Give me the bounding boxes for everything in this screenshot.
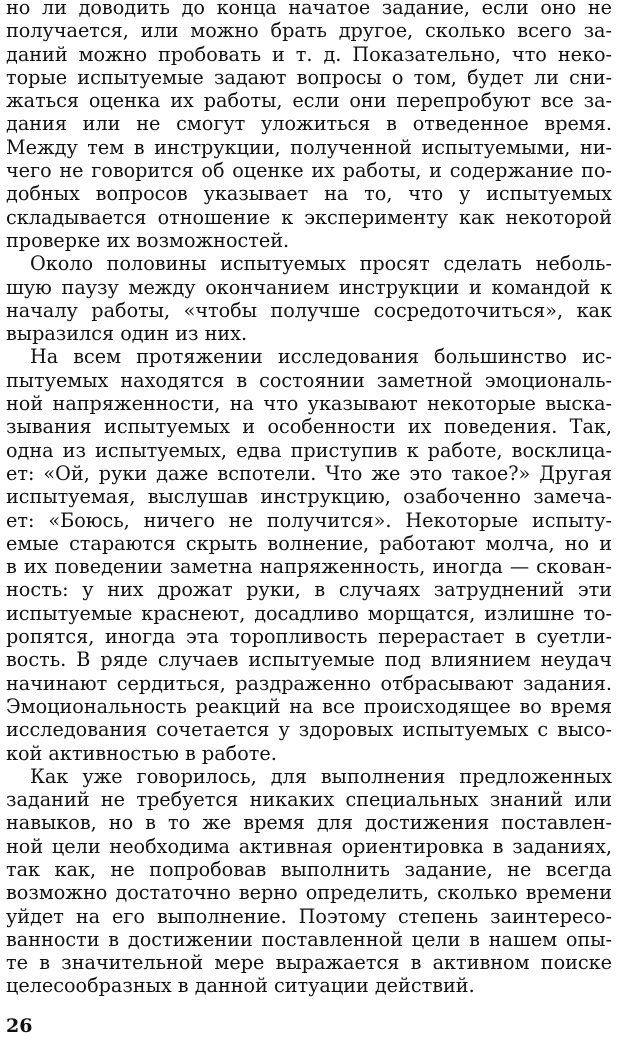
text-line: в их поведении заметна напряженность, иногда — скован-: [6, 555, 612, 579]
text-line: даний можно пробовать и т. д. Показательно, что неко-: [6, 42, 612, 66]
text-line: заданий не требуется никаких специальных знаний или: [6, 788, 612, 812]
text-line: шую паузу между окончанием инструкции и командой к: [6, 275, 612, 299]
page-number: 26: [6, 1015, 33, 1037]
text-line: навыков, но в то же время для достижения поставлен-: [6, 811, 612, 835]
text-line: ванности в достижении поставленной цели в нашем опы-: [6, 927, 612, 951]
text-line: кой активностью в работе.: [6, 741, 277, 765]
text-line: ной напряженности, на что указывают некоторые выска-: [6, 392, 612, 416]
text-line: но ли доводить до конца начатое задание, если оно не: [6, 0, 612, 19]
paragraph: [6, 765, 612, 998]
text-line: пытуемых находятся в состоянии заметной эмоциональ-: [6, 368, 612, 392]
text-line: исследования сочетается у здоровых испытуемых с высо-: [6, 718, 612, 742]
text-line: складывается отношение к эксперименту как некоторой: [6, 205, 612, 229]
text-line: проверке их возможностей.: [6, 228, 290, 252]
text-line: уйдет на его выполнение. Поэтому степень заинтересо-: [6, 904, 612, 928]
text-line: Между тем в инструкции, полученной испытуемыми, ни-: [6, 135, 612, 159]
text-line: начинают сердиться, раздраженно отбрасывают задания.: [6, 671, 612, 695]
text-line: жаться оценка их работы, если они перепробуют все за-: [6, 89, 612, 113]
book-page: [6, 0, 612, 1047]
text-line: чего не говорится об оценке их работы, и содержание по-: [6, 159, 612, 183]
text-line: Эмоциональность реакций на все происходящее во время: [6, 694, 612, 718]
text-line: ропятся, иногда эта торопливость перерастает в суетли-: [6, 625, 612, 649]
text-line: На всем протяжении исследования большинство ис-: [30, 345, 612, 369]
text-line: добных вопросов указывает на то, что у испытуемых: [6, 182, 612, 206]
text-line: получается, или можно брать другое, сколько всего за-: [6, 19, 612, 43]
text-line: торые испытуемые задают вопросы о том, будет ли сни-: [6, 65, 612, 89]
text-line: ной цели необходима активная ориентировка в заданиях,: [6, 834, 612, 858]
text-line: ет: «Ой, руки даже вспотели. Что же это такое?» Другая: [6, 461, 612, 485]
text-line: Около половины испытуемых просят сделать неболь-: [30, 252, 612, 276]
text-line: емые стараются скрыть волнение, работают молча, но и: [6, 531, 612, 555]
text-line: испытуемые краснеют, досадливо морщатся, излишне то-: [6, 601, 612, 625]
text-line: так как, не попробовав выполнить задание, не всегда: [6, 857, 612, 881]
text-line: дания или не смогут уложиться в отведенное время.: [6, 112, 612, 136]
paragraph: [6, 252, 612, 345]
text-line: возможно достаточно верно определить, сколько времени: [6, 881, 612, 905]
text-line: началу работы, «чтобы получше сосредоточиться», как: [6, 298, 612, 322]
text-line: зывания испытуемых и особенности их поведения. Так,: [6, 415, 612, 439]
paragraph: [6, 345, 612, 764]
text-line: одна из испытуемых, едва приступив к работе, восклица-: [6, 438, 612, 462]
paragraph: [6, 0, 612, 252]
text-line: испытуемая, выслушав инструкцию, озабоченно замеча-: [6, 485, 612, 509]
text-line: ет: «Боюсь, ничего не получится». Некоторые испыту-: [6, 508, 612, 532]
text-line: выразился один из них.: [6, 322, 248, 346]
text-line: Как уже говорилось, для выполнения предложенных: [30, 764, 612, 788]
page-text-body: [6, 0, 612, 998]
text-line: те в значительной мере выражается в активном поиске: [6, 951, 612, 975]
text-line: целесообразных в данной ситуации действий.: [6, 974, 475, 998]
text-line: ность: у них дрожат руки, в случаях затруднений эти: [6, 578, 612, 602]
text-line: вость. В ряде случаев испытуемые под влиянием неудач: [6, 648, 612, 672]
